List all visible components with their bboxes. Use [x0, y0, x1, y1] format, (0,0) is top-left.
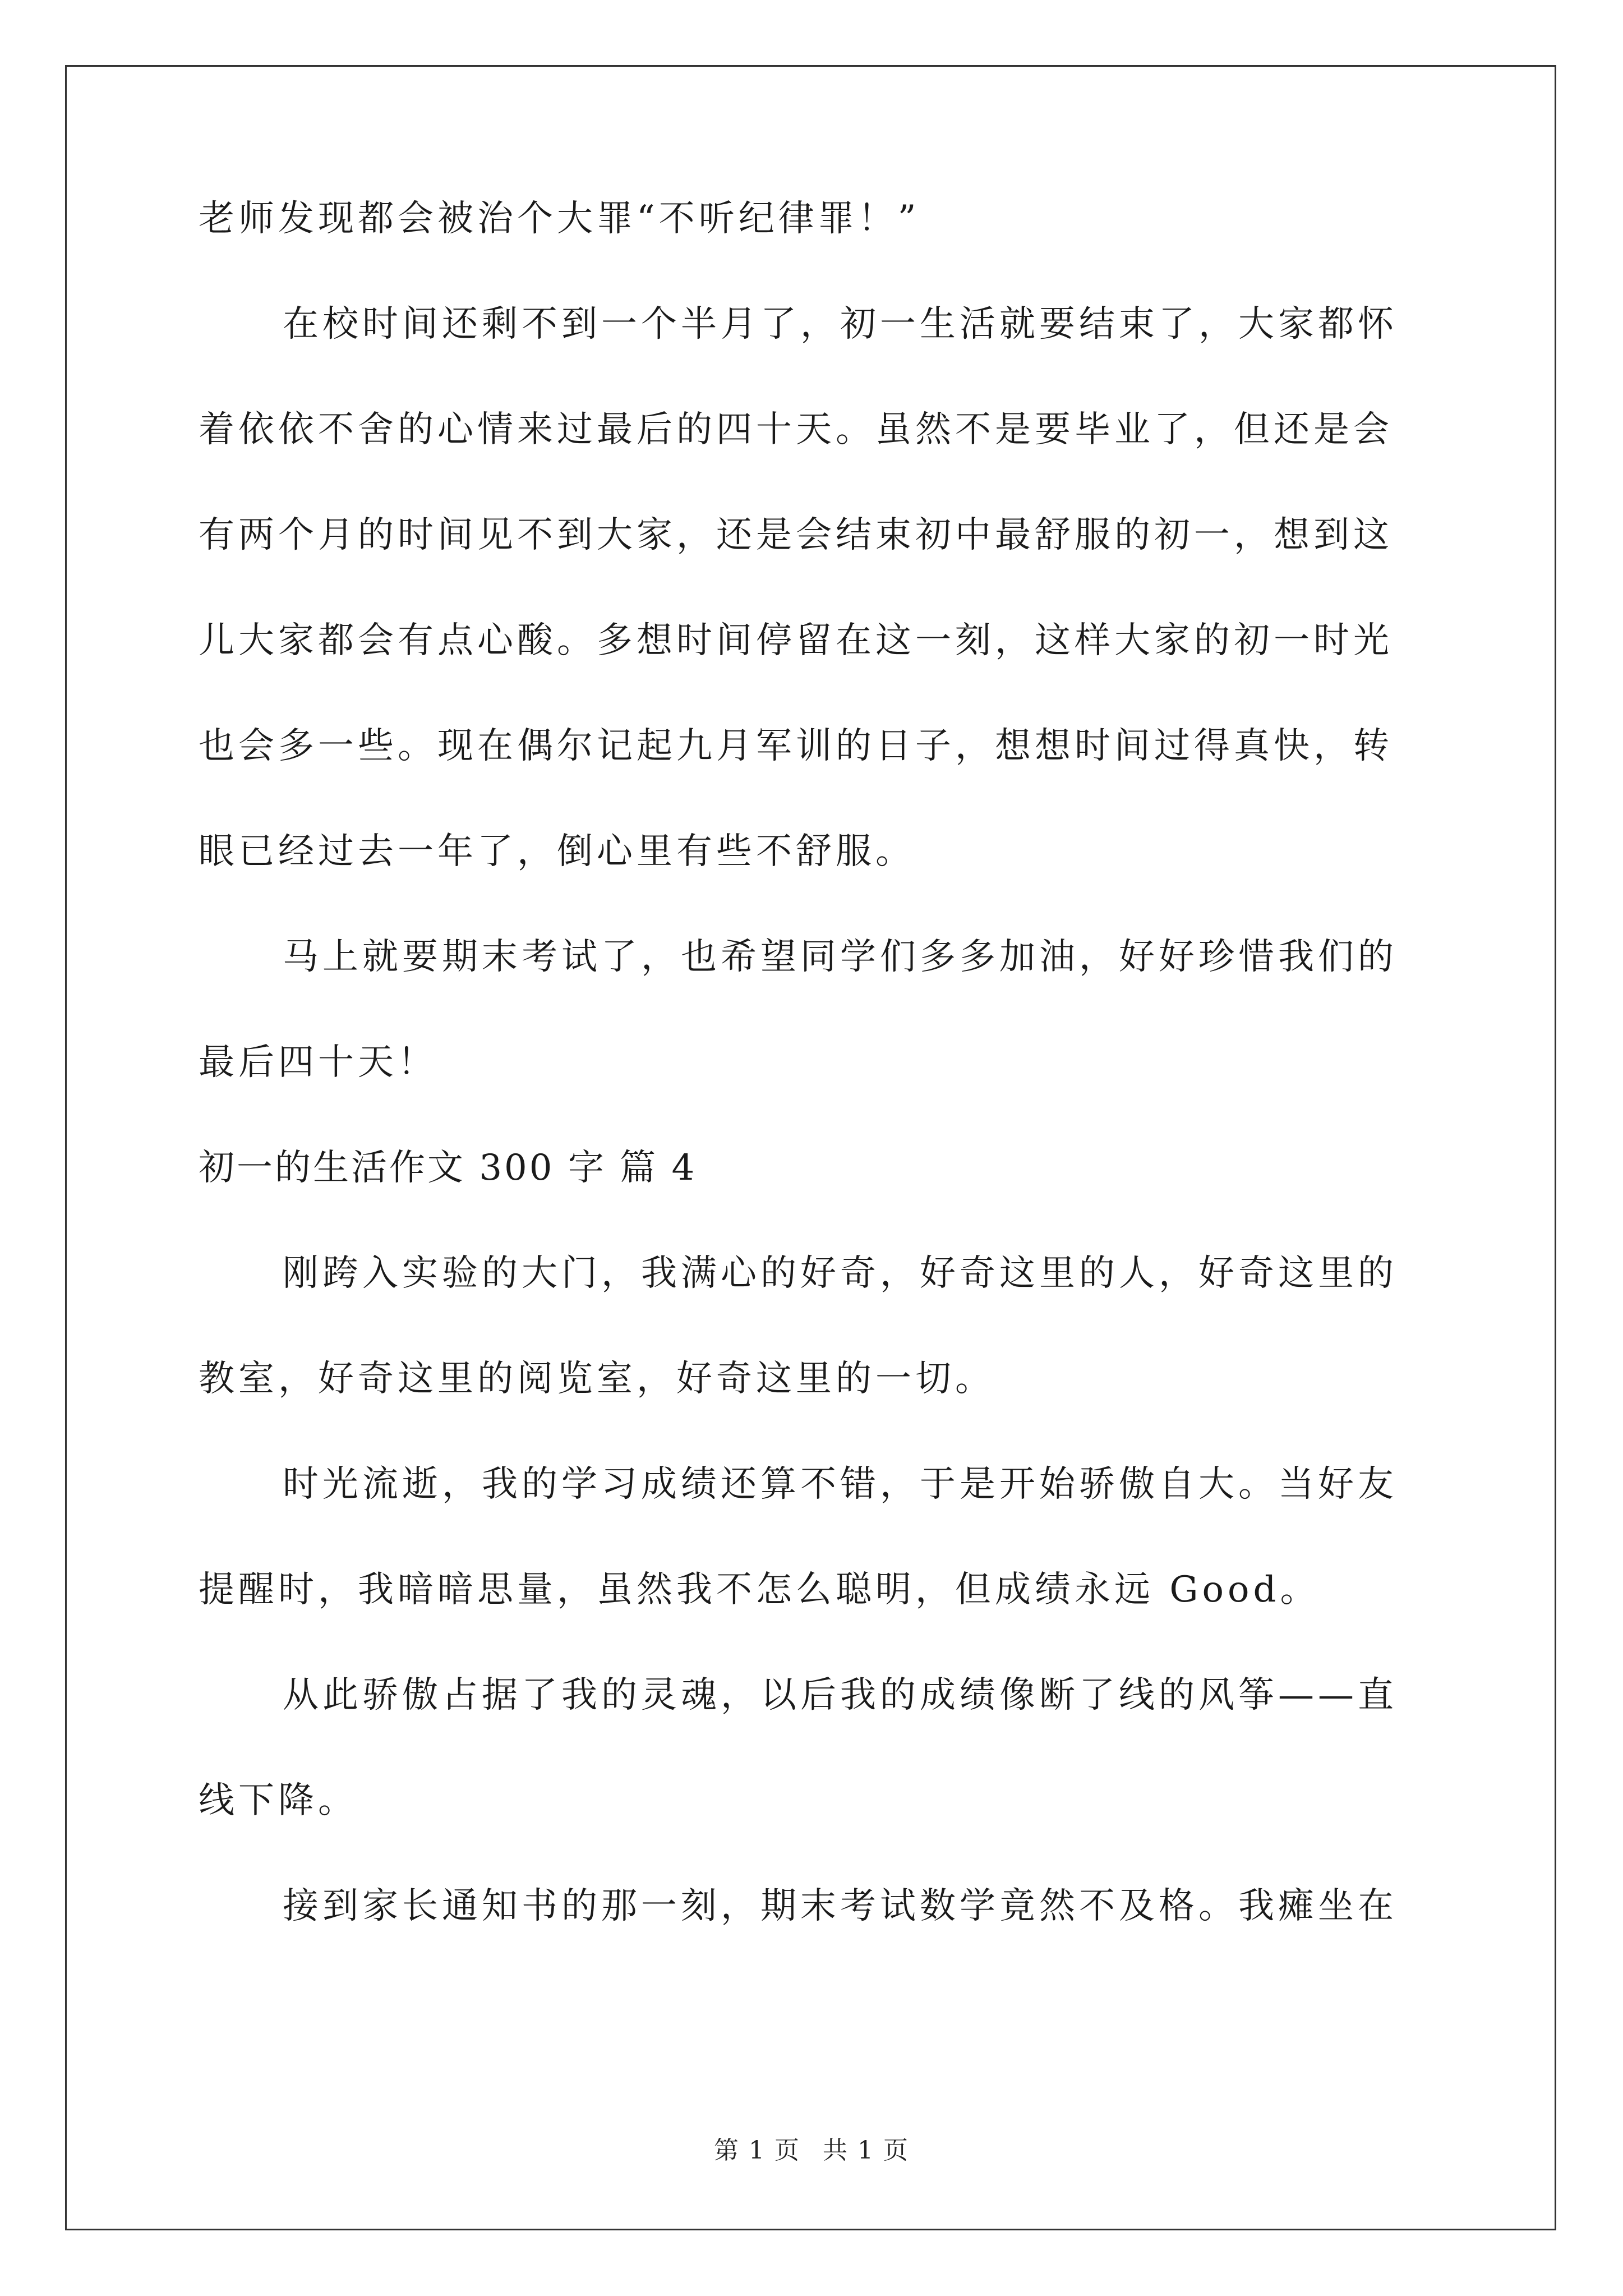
- paragraph-line: 线下降。: [199, 1780, 358, 1821]
- section-heading: 初一的生活作文 300 字 篇 4: [199, 1147, 697, 1189]
- paragraph-line: 儿大家都会有点心酸。多想时间停留在这一刻，这样大家的初一时光: [199, 620, 1393, 661]
- paragraph-line: 也会多一些。现在偶尔记起九月军训的日子，想想时间过得真快，转: [199, 725, 1393, 767]
- paragraph-line: 眼已经过去一年了，倒心里有些不舒服。: [199, 831, 915, 872]
- paragraph-line: 老师发现都会被治个大罪“不听纪律罪！”: [199, 198, 920, 240]
- paragraph-line: 有两个月的时间见不到大家，还是会结束初中最舒服的初一，想到这: [199, 514, 1393, 556]
- paragraph-line: 接到家长通知书的那一刻，期末考试数学竟然不及格。我瘫坐在: [283, 1885, 1398, 1927]
- paragraph-line: 提醒时，我暗暗思量，虽然我不怎么聪明，但成绩永远 Good。: [199, 1569, 1320, 1611]
- page-total: 共 1 页: [823, 2136, 909, 2165]
- paragraph-line: 刚跨入实验的大门，我满心的好奇，好奇这里的人，好奇这里的: [283, 1253, 1398, 1294]
- paragraph-line: 时光流逝，我的学习成绩还算不错，于是开始骄傲自大。当好友: [283, 1464, 1398, 1505]
- paragraph-line: 从此骄傲占据了我的灵魂，以后我的成绩像断了线的风筝——直: [283, 1674, 1398, 1716]
- page-number: 第 1 页: [714, 2136, 800, 2165]
- page-footer: [0, 2135, 1623, 2166]
- paragraph-line: 教室，好奇这里的阅览室，好奇这里的一切。: [199, 1358, 995, 1400]
- paragraph-line: 最后四十天！: [199, 1042, 437, 1083]
- paragraph-line: 在校时间还剩不到一个半月了，初一生活就要结束了，大家都怀: [283, 303, 1398, 345]
- paragraph-line: 马上就要期末考试了，也希望同学们多多加油，好好珍惜我们的: [283, 936, 1398, 978]
- paragraph-line: 着依依不舍的心情来过最后的四十天。虽然不是要毕业了，但还是会: [199, 409, 1393, 450]
